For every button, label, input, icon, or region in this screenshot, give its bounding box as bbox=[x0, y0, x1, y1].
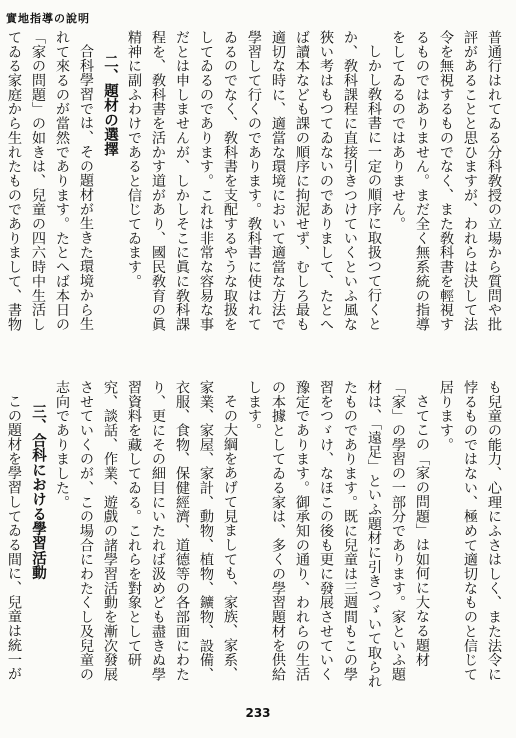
paragraph: 合科學習では、その題材が生きた環境から生れて來るのが當然であります。たとへば本日の「家の問題」の如きは、兒童の四六時中生活してゐる家庭から生れたものでありまして、書物 bbox=[6, 30, 94, 332]
bottom-text-block bbox=[6, 380, 506, 690]
section-heading: 二、題材の選擇 bbox=[102, 54, 118, 157]
paragraph: その大綱をあげて見ましても、家族、家系、家業、家屋、家計、動物、植物、鑛物、設備、衣服、食物、保健經濟、道德等の各部面にわたり、更にその細目にいたれば汲めども盡きぬ學習資料を藏してゐる。これらを對象として研究、談話、作業、遊戲の諸學習活動を漸次發展させていくのが、この場合にわたくし及兒童の志向でありました。 bbox=[54, 380, 238, 682]
text-run: この題材を學習してゐる間に、兒童は統一が bbox=[6, 394, 22, 682]
section-heading: 三、合科における學習活動 bbox=[30, 404, 46, 580]
paragraph: 普通行はれてゐる分科敎授の立場から質問や批評があることと思ひますが、われらは決して法令を無視するものでなく、また敎科書を輕視するものではありません。まだ全く無系統の指導をしてゐるのではありません。 bbox=[390, 30, 502, 332]
paragraph bbox=[0, 380, 26, 690]
paragraph: も兒童の能力、心理にふさはしく、また法令に悖るものではない、極めて適切なものと信じて居ります。 bbox=[438, 380, 502, 682]
running-head: 實地指導の說明 bbox=[6, 12, 90, 25]
paragraph: しかし敎科書に一定の順序に取扱つて行くとか、敎科課程に直接引きつけていくといふ風な狹い考はもつてゐないのでありまして、たとへば讀本なども課の順序に拘泥せず、むしろ最も適切な時に、適當な環境において適當な方法で學習して行くのであります。敎科書に使はれてゐるのでなく、敎科書を支配するやうな取扱をしてゐるのであります。これは非常な容易な事だとは申しませんが、しかしそこに眞に敎科課程を、敎科書を活かす道があり、國民敎育の眞精神に副ふわけであると信じてゐます。 bbox=[126, 30, 382, 332]
page-number: 233 bbox=[245, 706, 271, 720]
top-text-block bbox=[6, 30, 506, 342]
paragraph: さてこの「家の問題」は如何に大なる題材「家」の學習の一部分であります。家といふ題材は、「遠足」といふ題材に引きつゞいて取られたものであります。既に兒童は三週間もこの學習をつゞけ、なほこの後も更に發展させていく豫定であります。御承知の通り、われらの生活の本據としてゐる家は、多くの學習題材を供給します。 bbox=[246, 380, 430, 689]
